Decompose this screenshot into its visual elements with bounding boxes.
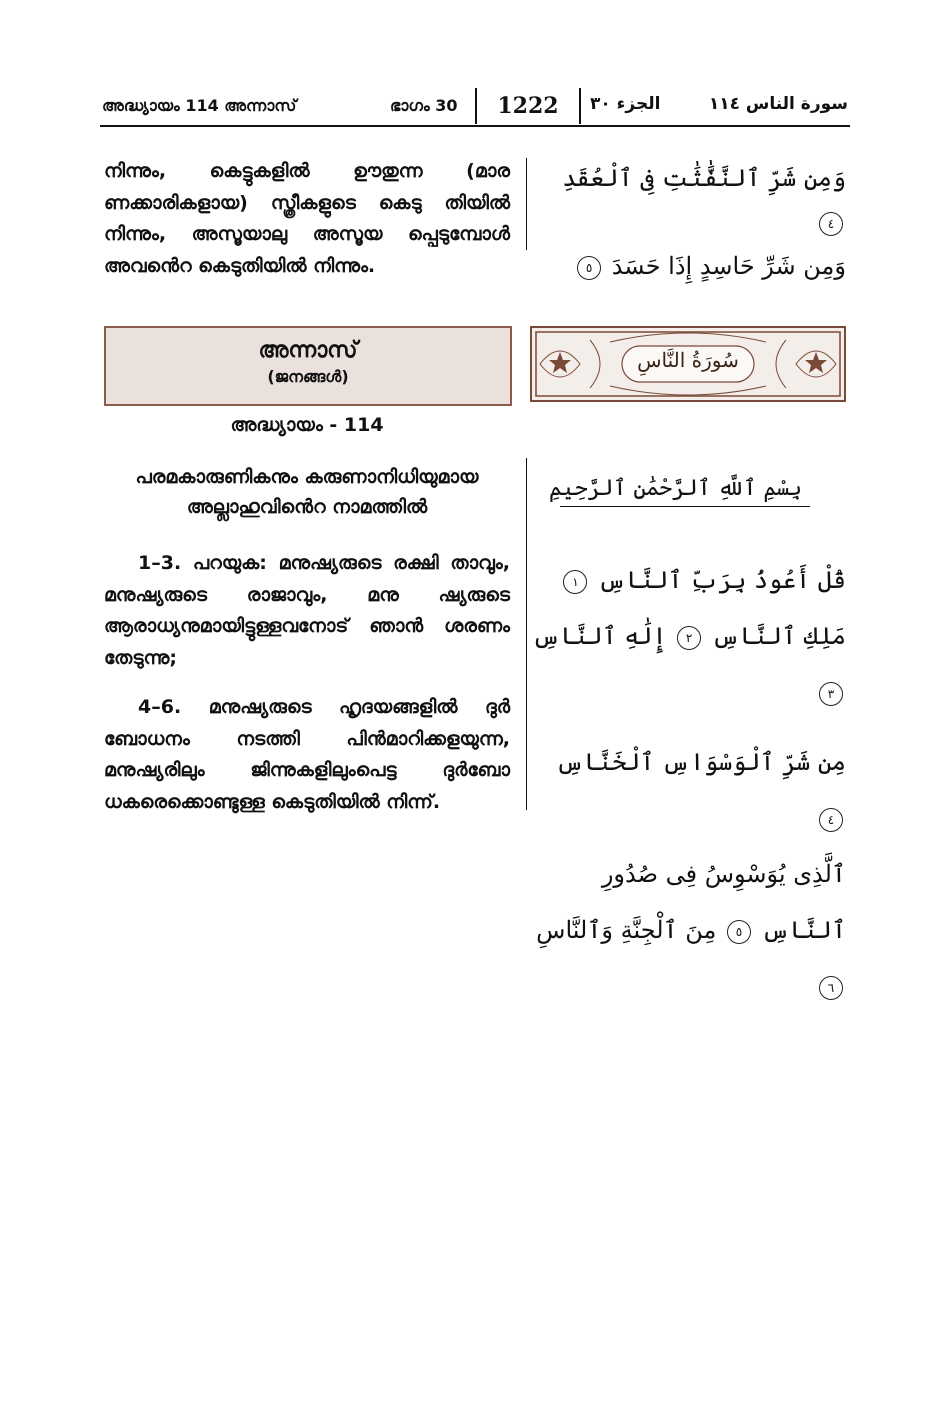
surah-banner-title: سُورَةُ النَّاسِ <box>637 348 739 372</box>
verse-number-marker: ٥ <box>727 920 751 944</box>
translation-paragraph <box>104 692 510 818</box>
verse-reference: 1–3. <box>138 552 182 574</box>
verse-number-marker: ٤ <box>819 808 843 832</box>
surah-meaning: (ജനങ്ങൾ) <box>267 367 349 386</box>
translation-text: മനുഷ്യരുടെ ഹൃദയങ്ങളിൽ ദുർ ബോധനം നടത്തി പിൻമാറിക്കളയുന്ന, മനുഷ്യരിലും ജിന്നുകളിലുംപെട്ട ദുർബോ ധകരെക്കൊണ്ടുള്ള കെടുതിയിൽ നിന്ന്. <box>104 696 510 813</box>
chapter-number-line: അദ്ധ്യായം - 114 <box>230 414 384 436</box>
header-rule <box>100 125 850 127</box>
translation-paragraph <box>104 548 510 674</box>
arabic-verses <box>532 552 846 1014</box>
prev-translation <box>104 156 510 282</box>
translation-text: പറയുക: മനുഷ്യരുടെ രക്ഷി താവും, മനുഷ്യരുടെ രാജാവും, മനു ഷ്യരുടെ ആരാധ്യനുമായിട്ടുള്ളവനോട് ഞാൻ ശരണം തേടുന്നു; <box>104 552 510 669</box>
column-divider <box>526 458 527 810</box>
header-juz-arabic: الجزء ٣٠ <box>590 94 661 114</box>
header-part: ഭാഗം 30 <box>390 96 458 115</box>
arabic-verse: وَمِن شَرِّ ٱلنَّفَّٰثَٰتِ فِى ٱلْعُقَدِ ٤ <box>532 156 846 244</box>
header-chapter: അദ്ധ്യായം 114 അന്നാസ് <box>102 96 297 115</box>
arabic-verse: ٱلنَّاسِ ٥ مِنَ ٱلْجِنَّةِ وَٱلنَّاسِ ٦ <box>532 902 846 1014</box>
prev-arabic <box>532 156 846 288</box>
verse-number-marker: ٦ <box>819 976 843 1000</box>
arabic-verse: قُلْ أَعُوذُ بِرَبِّ ٱلنَّاسِ ١ <box>532 552 846 608</box>
verse-reference: 4–6. <box>138 696 182 718</box>
verse-number-marker: ٢ <box>677 626 701 650</box>
verse-number-marker: ١ <box>563 570 587 594</box>
arabic-verse: مَلِكِ ٱلنَّاسِ ٢ إِلَٰهِ ٱلنَّاسِ ٣ <box>532 608 846 720</box>
surah-name: അന്നാസ് <box>258 338 358 363</box>
header-surah-arabic: سورة الناس ١١٤ <box>708 94 848 114</box>
translation-block <box>104 548 510 818</box>
surah-title-box <box>104 326 512 406</box>
surah-banner <box>530 326 846 402</box>
basmala-arabic <box>540 476 840 516</box>
verse-number-marker: ٤ <box>819 212 843 236</box>
column-divider <box>526 158 527 250</box>
basmala-translation: പരമകാരുണികനും കരുണാനിധിയുമായ അല്ലാഹുവിൻെറ നാമത്തിൽ <box>135 466 479 518</box>
basmala-swash <box>560 506 810 507</box>
verse-number-marker: ٣ <box>819 682 843 706</box>
arabic-verse: وَمِن شَرِّ حَاسِدٍ إِذَا حَسَدَ ٥ <box>532 244 846 288</box>
prev-translation-text: നിന്നും, കെട്ടുകളിൽ ഊതുന്ന (മാര ണക്കാരികളായ) സ്ത്രീകളുടെ കെടു തിയിൽ നിന്നും, അസൂയാലു അസൂയ പ്പെടുമ്പോൾ അവൻെറ കെടുതിയിൽ നിന്നും. <box>104 160 510 277</box>
arabic-verse: مِن شَرِّ ٱلْوَسْوَاسِ ٱلْخَنَّاسِ ٤ <box>532 734 846 846</box>
verse-number-marker: ٥ <box>577 256 601 280</box>
arabic-verse: ٱلَّذِى يُوَسْوِسُ فِى صُدُورِ <box>601 860 846 888</box>
page-number: 1222 <box>475 88 581 124</box>
page-header <box>100 88 850 128</box>
basmala-arabic-text: بِسْمِ ٱللَّهِ ٱلرَّحْمَٰنِ ٱلرَّحِيمِ <box>548 476 802 501</box>
